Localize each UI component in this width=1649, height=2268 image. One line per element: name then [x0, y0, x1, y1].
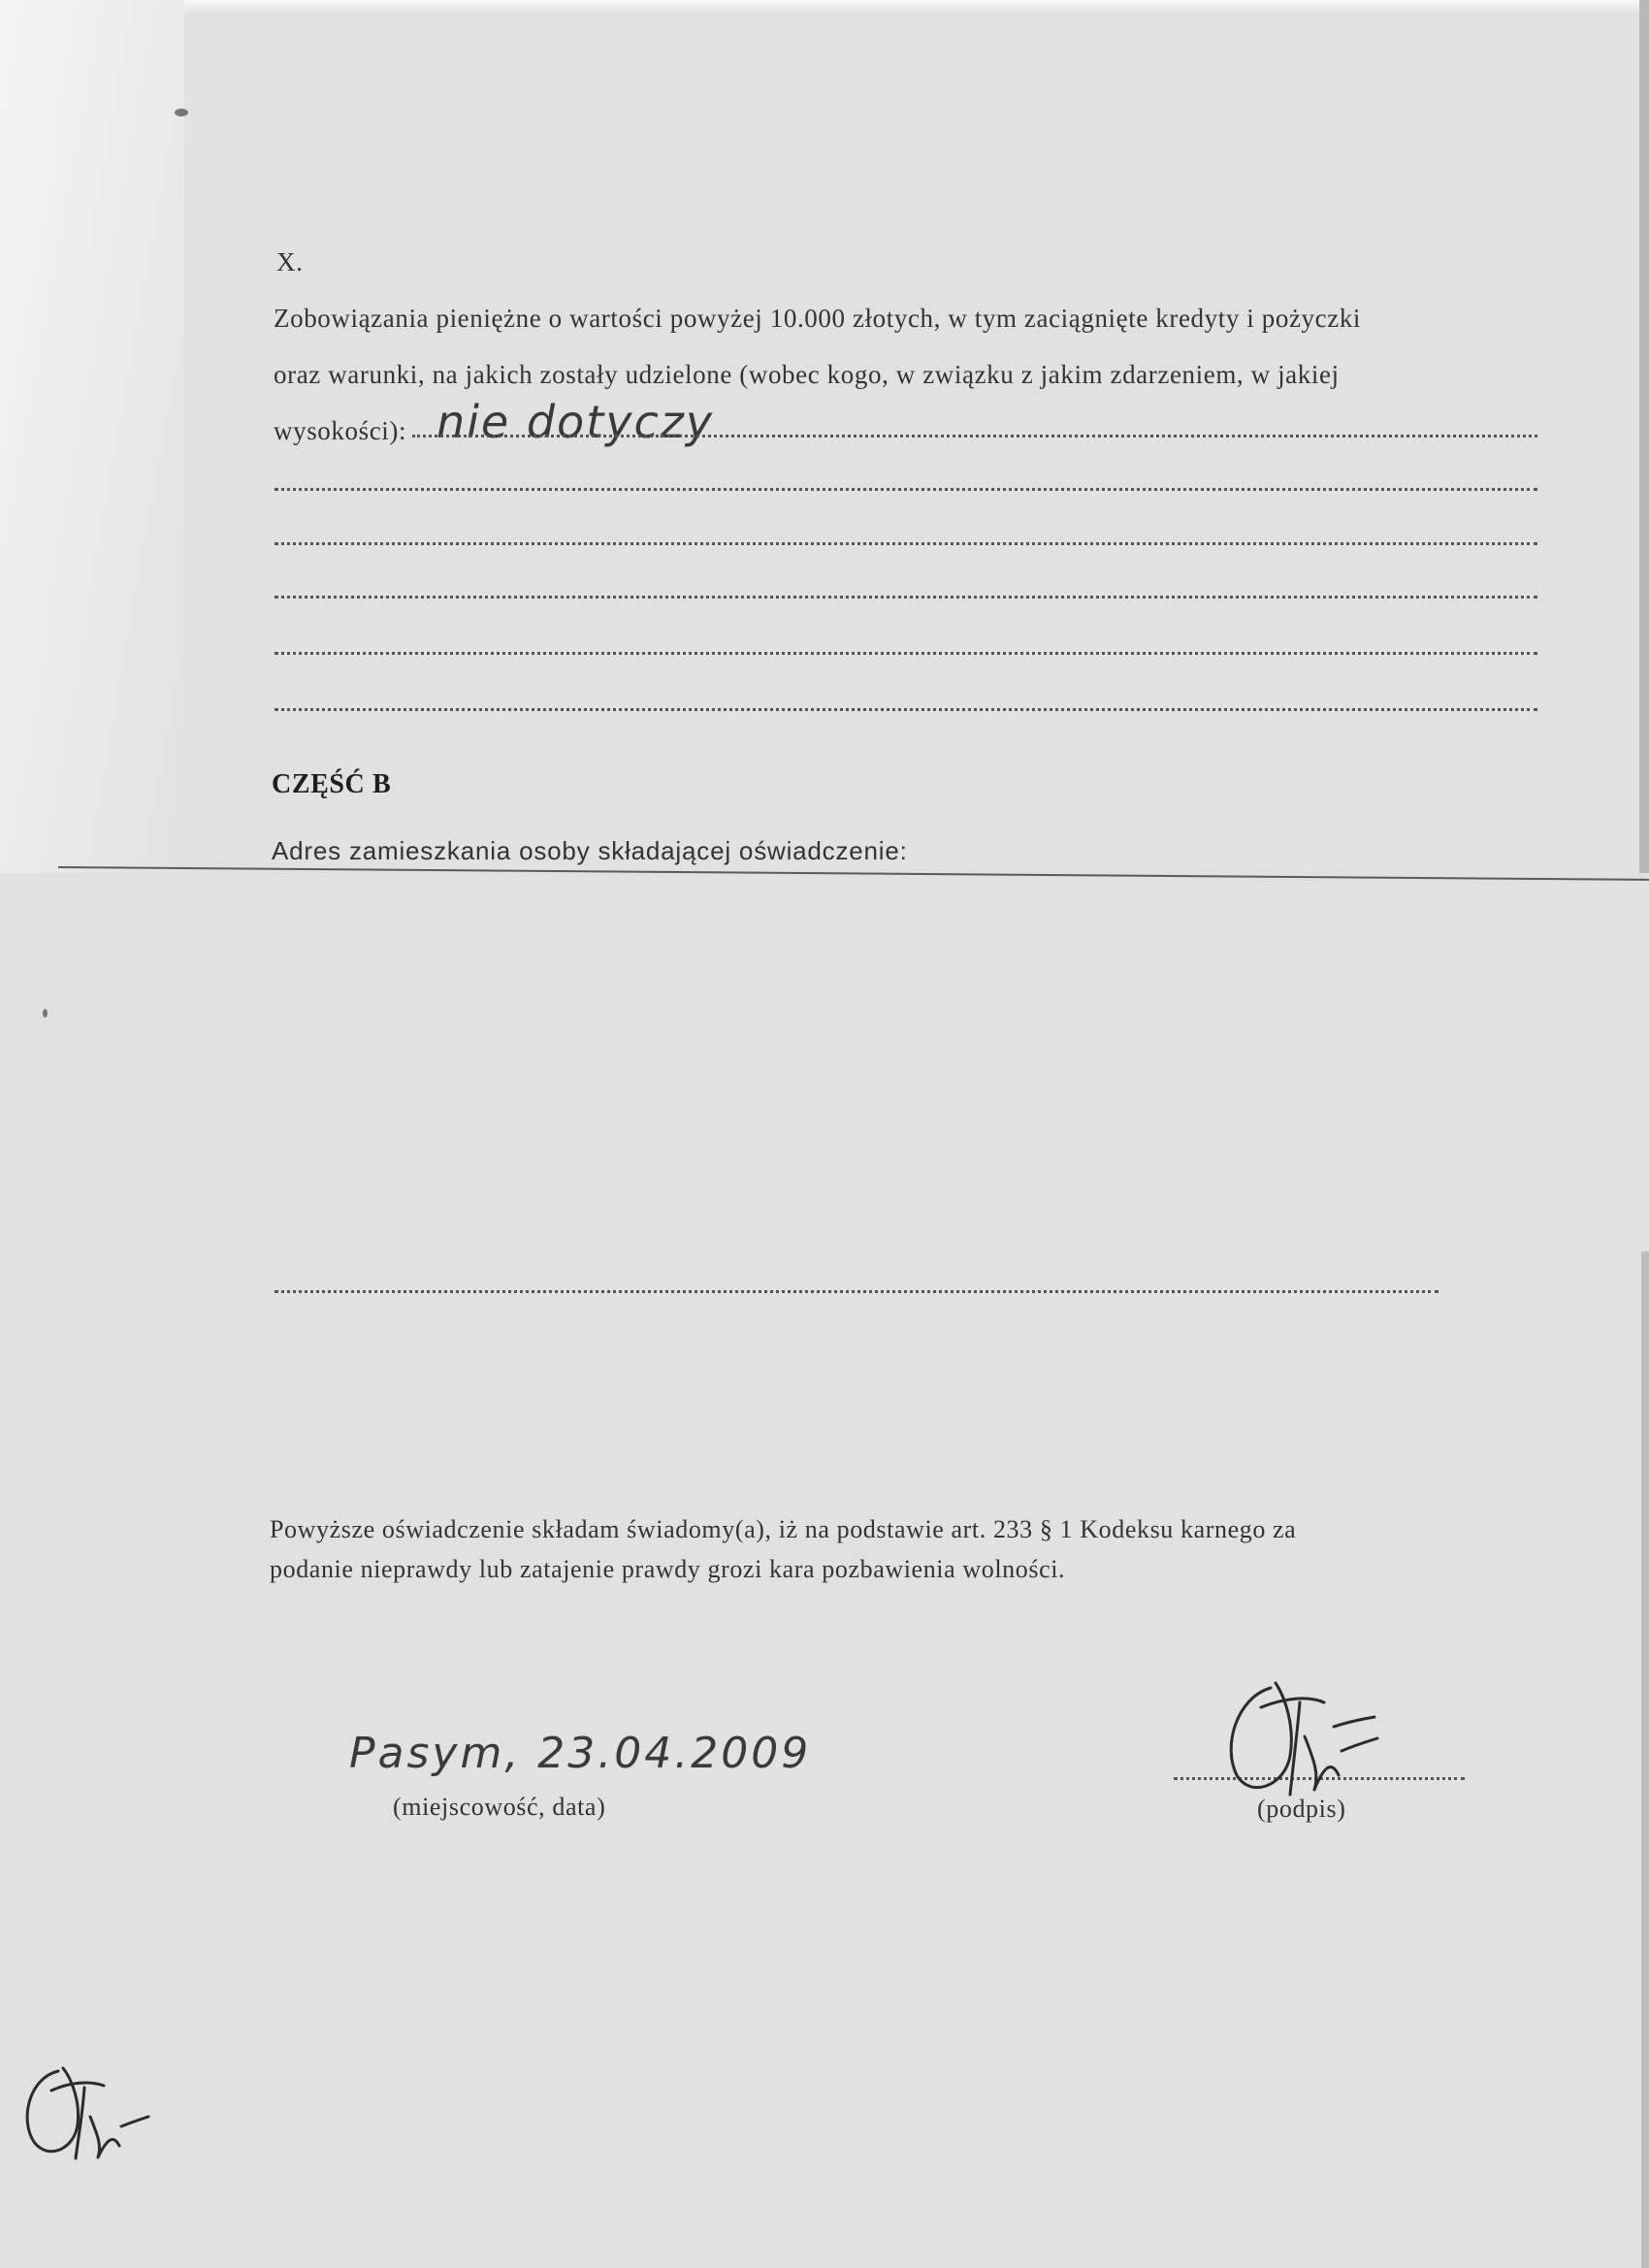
section-number: X. — [276, 247, 304, 276]
answer-dotted-line — [412, 435, 1537, 437]
declaration-line-2: podanie nieprawdy lub zatajenie prawdy grozi kara pozbawienia wolności. — [270, 1555, 1066, 1583]
place-date-caption: (miejscowość, data) — [393, 1793, 606, 1821]
handwritten-answer: nie dotyczy — [436, 396, 715, 448]
scan-speck — [43, 1009, 48, 1018]
liabilities-text-line-1: Zobowiązania pieniężne o wartości powyżej 10.000 złotych, w tym zaciągnięte kredyty i pożyczki — [274, 304, 1362, 333]
signature-scribble — [1217, 1669, 1382, 1804]
signature-caption: (podpis) — [1257, 1795, 1346, 1823]
answer-dotted-line — [275, 488, 1537, 491]
answer-dotted-line — [275, 708, 1537, 711]
address-dotted-line — [275, 1290, 1439, 1293]
part-b-heading: CZĘŚĆ B — [272, 769, 392, 799]
initials-scribble — [15, 2057, 150, 2163]
handwritten-place-date: Pasym, 23.04.2009 — [349, 1729, 812, 1778]
scan-right-edge — [1639, 0, 1649, 873]
scan-right-edge-lower — [1641, 1251, 1649, 2268]
scan-speck — [175, 109, 188, 116]
address-label: Adres zamieszkania osoby składającej oświadczenie: — [272, 836, 908, 865]
page-fold-line — [58, 866, 1649, 881]
answer-dotted-line — [275, 596, 1537, 599]
answer-dotted-line — [275, 652, 1537, 655]
liabilities-text-line-2: oraz warunki, na jakich zostały udzielone (wobec kogo, w związku z jakim zdarzeniem, w jakiej — [274, 360, 1340, 389]
answer-dotted-line — [275, 542, 1537, 545]
scan-top-edge — [175, 0, 1649, 14]
scan-fold-shade — [0, 0, 184, 873]
liabilities-label: wysokości): — [274, 416, 407, 445]
declaration-line-1: Powyższe oświadczenie składam świadomy(a), iż na podstawie art. 233 § 1 Kodeksu karnego za — [270, 1515, 1297, 1543]
